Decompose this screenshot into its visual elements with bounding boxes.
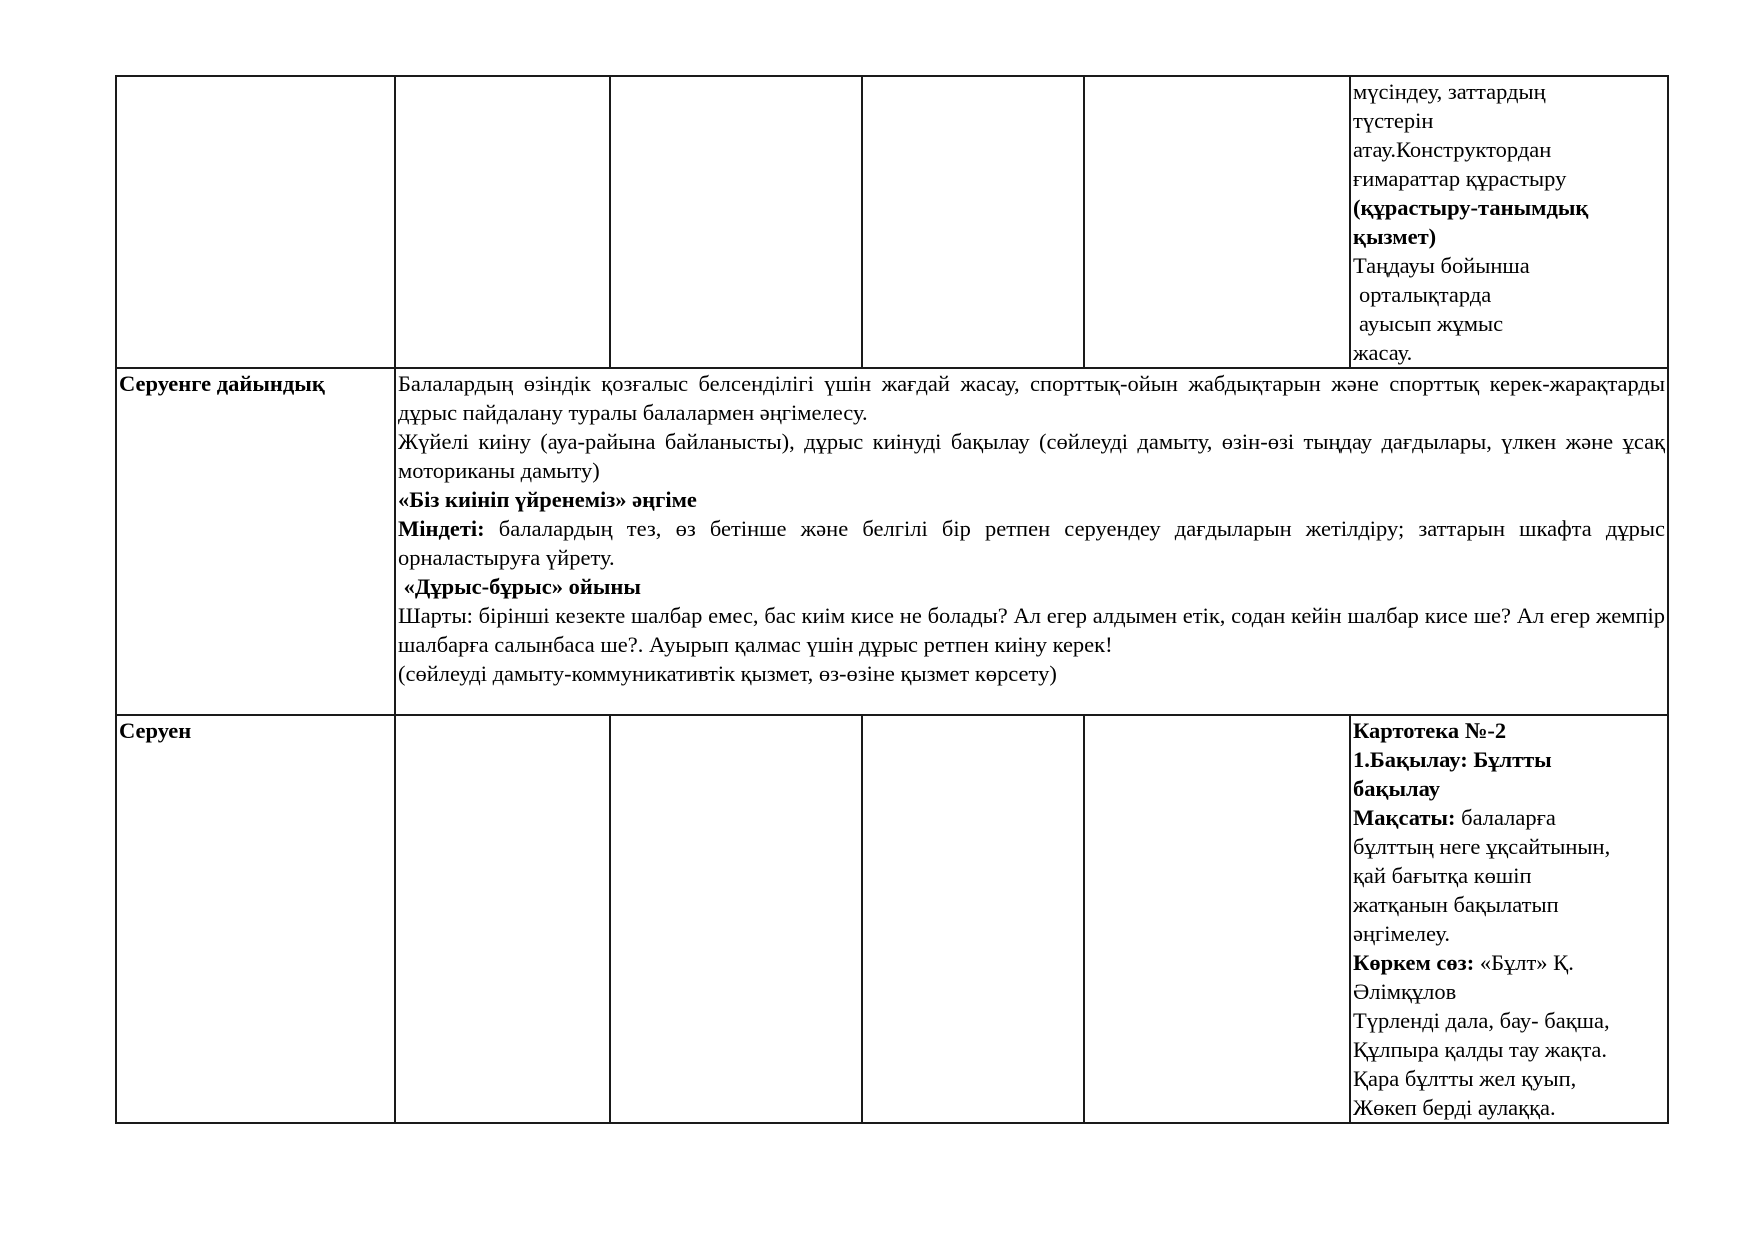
table-row-walk-preparation bbox=[116, 368, 1668, 715]
empty-cell-wednesday bbox=[862, 76, 1084, 368]
table-row-activities bbox=[116, 76, 1668, 368]
cell-line: 1.Бақылау: Бұлтты bbox=[1353, 747, 1552, 772]
row-label: Серуен bbox=[119, 718, 192, 743]
empty-cell-wednesday bbox=[862, 715, 1084, 1123]
paragraph: (сөйлеуді дамыту-коммуникативтік қызмет, өз-өзіне қызмет көрсету) bbox=[398, 661, 1057, 686]
cell-line: Құлпыра қалды тау жақта. bbox=[1353, 1037, 1608, 1062]
cell-line: Жөкеп берді аулаққа. bbox=[1353, 1095, 1556, 1120]
row-label-cell bbox=[116, 76, 395, 368]
cell-line: орталықтарда bbox=[1359, 282, 1492, 307]
task-text: балалардың тез, өз бетінше және белгілі бір ретпен серуендеу дағдыларын жетілдіру; заттарын шкафта дұрыс орналастыруға үйрету. bbox=[398, 516, 1665, 570]
cell-line: әңгімелеу. bbox=[1353, 921, 1451, 946]
game-heading: «Дұрыс-бұрыс» ойыны bbox=[398, 574, 641, 599]
cell-line: ауысып жұмыс bbox=[1359, 311, 1504, 336]
cell-line: түстерін bbox=[1353, 108, 1434, 133]
cell-line: жасау. bbox=[1353, 340, 1413, 365]
cell-line: Қара бұлтты жел қуып, bbox=[1353, 1066, 1577, 1091]
cell-line: Әлімқұлов bbox=[1353, 979, 1457, 1004]
empty-cell-thursday bbox=[1084, 715, 1350, 1123]
paragraph: Жүйелі киіну (ауа-райына байланысты), дұрыс киінуді бақылау (сөйлеуді дамыту, өзін-өзі тыңдау дағдылары, үлкен және ұсақ моториканы дамыту) bbox=[398, 429, 1665, 483]
cell-line: қай бағытқа көшіп bbox=[1353, 863, 1532, 888]
cell-line: бұлттың неге ұқсайтынын, bbox=[1353, 834, 1611, 859]
cell-line: бақылау bbox=[1353, 776, 1441, 801]
row-label-cell bbox=[116, 715, 395, 1123]
walk-card-cell bbox=[1350, 715, 1668, 1123]
empty-cell-tuesday bbox=[610, 76, 862, 368]
empty-cell-tuesday bbox=[610, 715, 862, 1123]
paragraph: Шарты: бірінші кезекте шалбар емес, бас киім кисе не болады? Ал егер алдымен етік, содан кейін шалбар кисе ше? Ал егер жемпір шалбарға салынбаса ше?. Ауырып қалмас үшін дұрыс ретпен киіну керек! bbox=[398, 603, 1665, 657]
empty-cell-monday bbox=[395, 715, 610, 1123]
cell-line: Түрленді дала, бау- бақша, bbox=[1353, 1008, 1610, 1033]
empty-cell-monday bbox=[395, 76, 610, 368]
cell-line: мүсіндеу, заттардың bbox=[1353, 79, 1546, 104]
row-label: Серуенге дайындық bbox=[119, 371, 325, 396]
cell-line: Көркем сөз: «Бұлт» Қ. bbox=[1353, 950, 1574, 975]
cell-line: Картотека №-2 bbox=[1353, 718, 1507, 743]
task-label: Міндеті: bbox=[398, 516, 485, 541]
friday-activity-cell bbox=[1350, 76, 1668, 368]
cell-line: жатқанын бақылатып bbox=[1353, 892, 1559, 917]
cell-line: атау.Конструктордан bbox=[1353, 137, 1552, 162]
cell-line: ғимараттар құрастыру bbox=[1353, 166, 1567, 191]
cell-line: Мақсаты: балаларға bbox=[1353, 805, 1556, 830]
row-label-cell bbox=[116, 368, 395, 715]
empty-cell-thursday bbox=[1084, 76, 1350, 368]
walk-preparation-cell bbox=[395, 368, 1668, 715]
cell-line: (құрастыру-танымдық bbox=[1353, 195, 1589, 220]
cell-line: қызмет) bbox=[1353, 224, 1437, 249]
daily-plan-table bbox=[115, 75, 1669, 1124]
activity-heading: «Біз киініп үйренеміз» әңгіме bbox=[398, 487, 697, 512]
table-row-walk bbox=[116, 715, 1668, 1123]
task-paragraph bbox=[398, 514, 1665, 572]
paragraph: Балалардың өзіндік қозғалыс белсенділігі үшін жағдай жасау, спорттық-ойын жабдықтарын және спорттық керек-жарақтарды дұрыс пайдалану туралы балалармен әңгімелесу. bbox=[398, 371, 1665, 425]
cell-line: Таңдауы бойынша bbox=[1353, 253, 1530, 278]
